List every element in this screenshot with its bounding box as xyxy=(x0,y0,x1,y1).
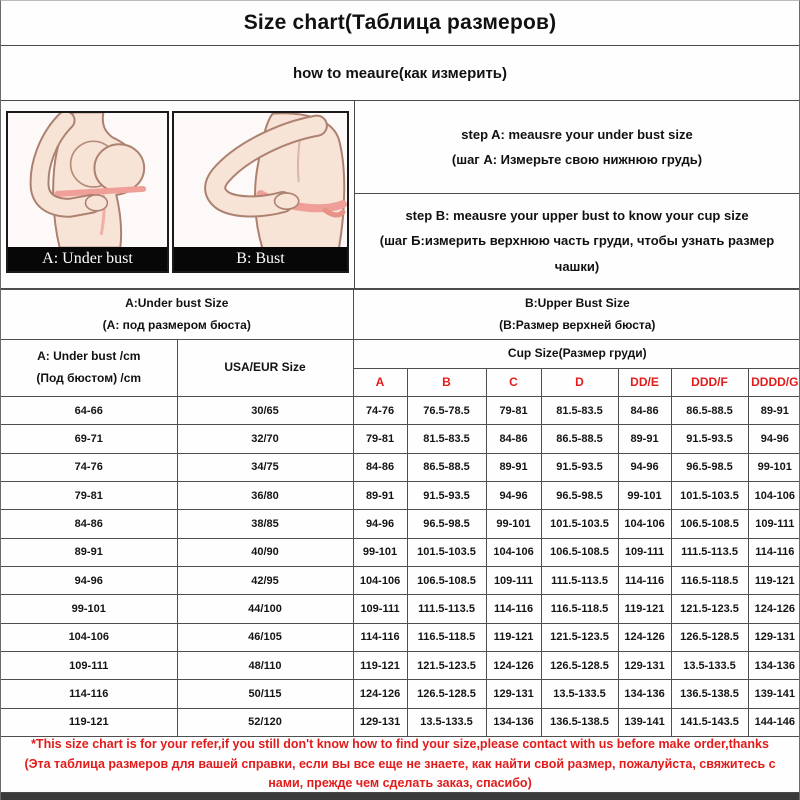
step-a-text-ru: (шаг А: Измерьте свою нижнюю грудь) xyxy=(451,152,703,167)
cup-measure-cell: 109-111 xyxy=(486,566,541,594)
under-bust-cell: 84-86 xyxy=(1,510,177,538)
cup-measure-cell: 114-116 xyxy=(353,623,407,651)
step-b-text-en: step B: meausre your upper bust to know your cup size xyxy=(405,207,749,223)
usa-eur-size-cell: 46/105 xyxy=(177,623,353,651)
cup-measure-cell: 104-106 xyxy=(486,538,541,566)
cup-measure-cell: 124-126 xyxy=(353,680,407,708)
cup-measure-cell: 144-146 xyxy=(748,708,800,736)
cup-measure-cell: 101.5-103.5 xyxy=(407,538,486,566)
cup-measure-cell: 101.5-103.5 xyxy=(541,510,618,538)
under-bust-figure xyxy=(6,111,169,273)
bust-illustration-icon xyxy=(174,113,347,247)
under-bust-group-header xyxy=(1,290,353,340)
cup-measure-cell: 119-121 xyxy=(486,623,541,651)
cup-measure-cell: 119-121 xyxy=(353,651,407,679)
usa-eur-size-cell: 38/85 xyxy=(177,510,353,538)
cup-measure-cell: 119-121 xyxy=(618,595,671,623)
cup-measure-cell: 106.5-108.5 xyxy=(671,510,748,538)
cup-measure-cell: 111.5-113.5 xyxy=(671,538,748,566)
cup-measure-cell: 79-81 xyxy=(486,397,541,425)
cup-measure-cell: 119-121 xyxy=(748,566,800,594)
table-row xyxy=(1,397,800,425)
bust-label: B: Bust xyxy=(174,247,347,271)
how-to-measure-heading: how to meaure(как измерить) xyxy=(1,46,799,101)
cup-measure-cell: 129-131 xyxy=(748,623,800,651)
cup-size-header: Cup Size(Размер груди) xyxy=(353,340,800,369)
under-bust-cell: 64-66 xyxy=(1,397,177,425)
step-a-text-en: step A: meausre your under bust size xyxy=(461,126,693,142)
under-bust-cell: 79-81 xyxy=(1,481,177,509)
table-row xyxy=(1,651,800,679)
usa-eur-size-cell: 32/70 xyxy=(177,425,353,453)
cup-measure-cell: 84-86 xyxy=(486,425,541,453)
cup-measure-cell: 124-126 xyxy=(748,595,800,623)
table-row xyxy=(1,595,800,623)
cup-letter-header: DDD/F xyxy=(671,369,748,397)
cup-measure-cell: 13.5-133.5 xyxy=(407,708,486,736)
usa-eur-size-cell: 36/80 xyxy=(177,481,353,509)
cup-measure-cell: 96.5-98.5 xyxy=(671,453,748,481)
under-bust-cell: 99-101 xyxy=(1,595,177,623)
measure-section xyxy=(1,101,799,289)
cup-measure-cell: 89-91 xyxy=(748,397,800,425)
cup-measure-cell: 74-76 xyxy=(353,397,407,425)
cup-measure-cell: 124-126 xyxy=(486,651,541,679)
cup-measure-cell: 124-126 xyxy=(618,623,671,651)
usa-eur-size-cell: 44/100 xyxy=(177,595,353,623)
page-title: Size chart(Таблица размеров) xyxy=(1,1,799,46)
bust-figure xyxy=(172,111,349,273)
cup-measure-cell: 129-131 xyxy=(353,708,407,736)
cup-measure-cell: 114-116 xyxy=(748,538,800,566)
cup-measure-cell: 139-141 xyxy=(748,680,800,708)
under-bust-illustration-icon xyxy=(8,113,167,247)
cup-measure-cell: 141.5-143.5 xyxy=(671,708,748,736)
under-bust-group-ru: (A: под размером бюста) xyxy=(102,317,251,332)
cup-measure-cell: 109-111 xyxy=(748,510,800,538)
cup-letter-header: C xyxy=(486,369,541,397)
cup-measure-cell: 96.5-98.5 xyxy=(541,481,618,509)
cup-measure-cell: 86.5-88.5 xyxy=(407,453,486,481)
cup-measure-cell: 121.5-123.5 xyxy=(671,595,748,623)
cup-letter-header: DDDD/G xyxy=(748,369,800,397)
under-bust-label: A: Under bust xyxy=(8,247,167,271)
cup-measure-cell: 99-101 xyxy=(486,510,541,538)
measure-steps xyxy=(355,101,799,288)
under-bust-cell: 74-76 xyxy=(1,453,177,481)
cup-measure-cell: 99-101 xyxy=(748,453,800,481)
cup-measure-cell: 109-111 xyxy=(618,538,671,566)
cup-measure-cell: 99-101 xyxy=(353,538,407,566)
under-bust-cell: 109-111 xyxy=(1,651,177,679)
cup-measure-cell: 126.5-128.5 xyxy=(407,680,486,708)
cup-measure-cell: 96.5-98.5 xyxy=(407,510,486,538)
usa-eur-col-header: USA/EUR Size xyxy=(177,340,353,397)
cup-measure-cell: 116.5-118.5 xyxy=(407,623,486,651)
under-bust-col-header xyxy=(1,340,177,397)
cup-letter-header: DD/E xyxy=(618,369,671,397)
cup-measure-cell: 91.5-93.5 xyxy=(407,481,486,509)
cup-measure-cell: 104-106 xyxy=(353,566,407,594)
cup-measure-cell: 13.5-133.5 xyxy=(541,680,618,708)
cup-measure-cell: 86.5-88.5 xyxy=(541,425,618,453)
under-bust-cell: 114-116 xyxy=(1,680,177,708)
usa-eur-size-cell: 34/75 xyxy=(177,453,353,481)
cup-measure-cell: 101.5-103.5 xyxy=(671,481,748,509)
cup-measure-cell: 91.5-93.5 xyxy=(671,425,748,453)
usa-eur-size-cell: 40/90 xyxy=(177,538,353,566)
usa-eur-size-cell: 42/95 xyxy=(177,566,353,594)
cup-measure-cell: 111.5-113.5 xyxy=(541,566,618,594)
cup-measure-cell: 121.5-123.5 xyxy=(541,623,618,651)
cup-measure-cell: 134-136 xyxy=(748,651,800,679)
cup-measure-cell: 126.5-128.5 xyxy=(541,651,618,679)
cup-letter-header: B xyxy=(407,369,486,397)
cup-measure-cell: 94-96 xyxy=(618,453,671,481)
cup-measure-cell: 79-81 xyxy=(353,425,407,453)
usa-eur-size-cell: 50/115 xyxy=(177,680,353,708)
cup-measure-cell: 116.5-118.5 xyxy=(671,566,748,594)
cup-measure-cell: 139-141 xyxy=(618,708,671,736)
under-bust-cell: 104-106 xyxy=(1,623,177,651)
upper-bust-group-en: B:Upper Bust Size xyxy=(524,295,630,310)
cup-measure-cell: 94-96 xyxy=(353,510,407,538)
cup-measure-cell: 89-91 xyxy=(353,481,407,509)
footer-note-en: *This size chart is for your refer,if you still don't know how to find your size,please contact with us before make order,thanks xyxy=(31,737,769,752)
cup-measure-cell: 121.5-123.5 xyxy=(407,651,486,679)
table-row xyxy=(1,680,800,708)
usa-eur-size-cell: 30/65 xyxy=(177,397,353,425)
under-bust-cell: 94-96 xyxy=(1,566,177,594)
under-bust-cell: 119-121 xyxy=(1,708,177,736)
cup-measure-cell: 99-101 xyxy=(618,481,671,509)
cup-measure-cell: 114-116 xyxy=(486,595,541,623)
cup-measure-cell: 106.5-108.5 xyxy=(407,566,486,594)
table-row xyxy=(1,481,800,509)
cup-measure-cell: 84-86 xyxy=(353,453,407,481)
cup-measure-cell: 111.5-113.5 xyxy=(407,595,486,623)
cup-measure-cell: 126.5-128.5 xyxy=(671,623,748,651)
cup-measure-cell: 136.5-138.5 xyxy=(541,708,618,736)
cup-measure-cell: 94-96 xyxy=(748,425,800,453)
cup-measure-cell: 86.5-88.5 xyxy=(671,397,748,425)
cup-measure-cell: 91.5-93.5 xyxy=(541,453,618,481)
cup-measure-cell: 89-91 xyxy=(618,425,671,453)
cup-measure-cell: 76.5-78.5 xyxy=(407,397,486,425)
upper-bust-group-header xyxy=(353,290,800,340)
table-row xyxy=(1,425,800,453)
cup-measure-cell: 134-136 xyxy=(486,708,541,736)
bottom-border-bar xyxy=(1,793,799,800)
usa-eur-size-cell: 48/110 xyxy=(177,651,353,679)
cup-measure-cell: 129-131 xyxy=(486,680,541,708)
table-row xyxy=(1,538,800,566)
under-bust-cell: 89-91 xyxy=(1,538,177,566)
size-table-body xyxy=(1,397,800,737)
table-row xyxy=(1,708,800,736)
measure-illustrations xyxy=(1,101,355,288)
cup-measure-cell: 81.5-83.5 xyxy=(407,425,486,453)
cup-letter-header: A xyxy=(353,369,407,397)
footer-note xyxy=(1,737,799,793)
cup-letter-header: D xyxy=(541,369,618,397)
table-row xyxy=(1,510,800,538)
cup-measure-cell: 13.5-133.5 xyxy=(671,651,748,679)
under-bust-cell: 69-71 xyxy=(1,425,177,453)
cup-measure-cell: 94-96 xyxy=(486,481,541,509)
cup-measure-cell: 84-86 xyxy=(618,397,671,425)
usa-eur-size-cell: 52/120 xyxy=(177,708,353,736)
footer-note-ru: (Эта таблица размеров для вашей справки, если вы все еще не знаете, как найти свой размер, пожалуйста, свяжитесь с нами, прежде чем сделать заказ, спасибо) xyxy=(24,756,776,791)
step-a xyxy=(355,101,799,194)
cup-measure-cell: 109-111 xyxy=(353,595,407,623)
table-row xyxy=(1,566,800,594)
size-table xyxy=(1,289,800,737)
step-b xyxy=(355,194,799,288)
table-row xyxy=(1,623,800,651)
cup-measure-cell: 81.5-83.5 xyxy=(541,397,618,425)
cup-measure-cell: 129-131 xyxy=(618,651,671,679)
under-bust-col-en: A: Under bust /cm xyxy=(37,349,141,364)
under-bust-group-en: A:Under bust Size xyxy=(125,295,229,310)
cup-measure-cell: 136.5-138.5 xyxy=(671,680,748,708)
step-b-text-ru: (шаг Б:измерить верхнюю часть груди, чтобы узнать размер чашки) xyxy=(379,233,775,274)
cup-measure-cell: 116.5-118.5 xyxy=(541,595,618,623)
under-bust-col-ru: (Под бюстом) /cm xyxy=(36,371,142,385)
cup-measure-cell: 104-106 xyxy=(748,481,800,509)
table-row xyxy=(1,453,800,481)
cup-measure-cell: 134-136 xyxy=(618,680,671,708)
cup-measure-cell: 106.5-108.5 xyxy=(541,538,618,566)
cup-measure-cell: 89-91 xyxy=(486,453,541,481)
cup-measure-cell: 114-116 xyxy=(618,566,671,594)
cup-measure-cell: 104-106 xyxy=(618,510,671,538)
upper-bust-group-ru: (B:Размер верхней бюста) xyxy=(499,317,656,332)
